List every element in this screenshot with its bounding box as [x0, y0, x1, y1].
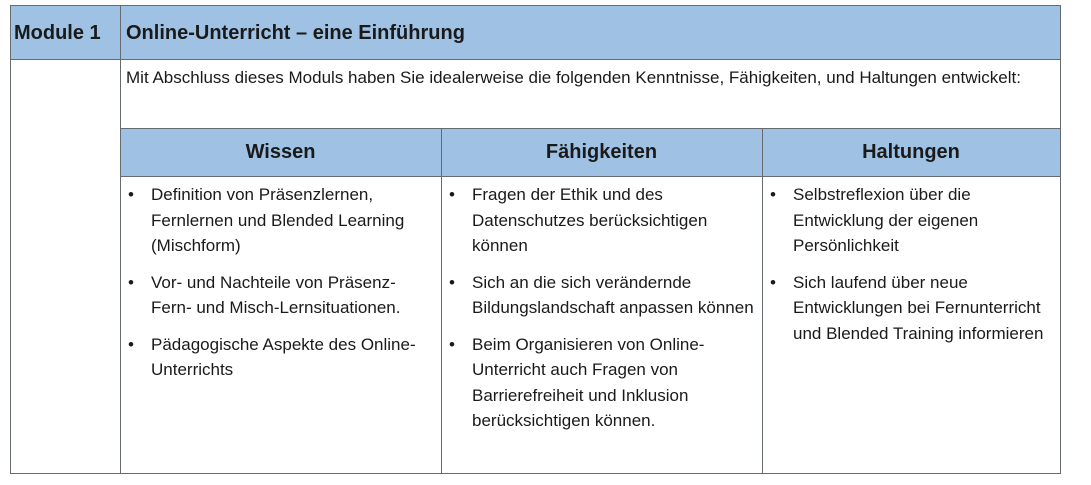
list-item	[441, 270, 759, 321]
list-item	[120, 182, 430, 259]
wissen-list	[120, 182, 430, 394]
table-border-right	[1060, 5, 1061, 474]
list-item-text: Beim Organisieren von Online-Unterricht auch Fragen von Barrierefreiheit und Inklusion berücksichtigen können.	[472, 334, 705, 430]
column-heading-wissen: Wissen	[245, 140, 316, 163]
list-item-text: Sich laufend über neue Entwicklungen bei Fernunterricht und Blended Training informieren	[793, 272, 1044, 343]
bullet-icon: •	[128, 272, 134, 292]
column-heading-haltungen: Haltungen	[862, 140, 960, 163]
haltungen-list	[762, 182, 1052, 357]
list-item	[762, 270, 1052, 347]
list-item-text: Sich an die sich verändernde Bildungslandschaft anpassen können	[472, 272, 754, 317]
list-item-text: Fragen der Ethik und des Datenschutzes berücksichtigen können	[472, 185, 708, 255]
faehigkeiten-list	[441, 182, 759, 445]
table-border-left	[10, 5, 11, 474]
list-item-text: Definition von Präsenzlernen, Fernlernen und Blended Learning (Mischform)	[151, 185, 405, 255]
intro-text: Mit Abschluss dieses Moduls haben Sie idealerweise die folgenden Kenntnisse, Fähigkeiten, und Haltungen entwickelt:	[126, 68, 1021, 87]
list-item-text: Selbstreflexion über die Entwicklung der eigenen Persönlichkeit	[793, 185, 979, 255]
list-item	[441, 182, 759, 259]
list-item	[762, 182, 1052, 259]
bullet-icon: •	[770, 185, 776, 204]
list-item-text: Vor- und Nachteile von Präsenz- Fern- und Misch-Lernsituationen.	[151, 272, 401, 317]
table-border-top	[10, 5, 1061, 6]
bullet-icon: •	[128, 185, 134, 204]
list-item	[441, 332, 759, 434]
column-header-divider	[120, 176, 1061, 177]
header-row-divider	[10, 59, 1061, 60]
bullet-icon: •	[770, 272, 776, 292]
bullet-icon: •	[449, 272, 455, 292]
module-label: Module 1	[14, 22, 101, 44]
bullet-icon: •	[449, 334, 455, 354]
bullet-icon: •	[128, 334, 134, 354]
module-title: Online-Unterricht – eine Einführung	[126, 22, 465, 44]
table-border-bottom	[10, 473, 1061, 474]
bullet-icon: •	[449, 185, 455, 204]
list-item-text: Pädagogische Aspekte des Online-Unterrichts	[151, 334, 416, 379]
list-item	[120, 332, 430, 383]
list-item	[120, 270, 430, 321]
column-heading-faehigkeiten: Fähigkeiten	[545, 140, 658, 163]
